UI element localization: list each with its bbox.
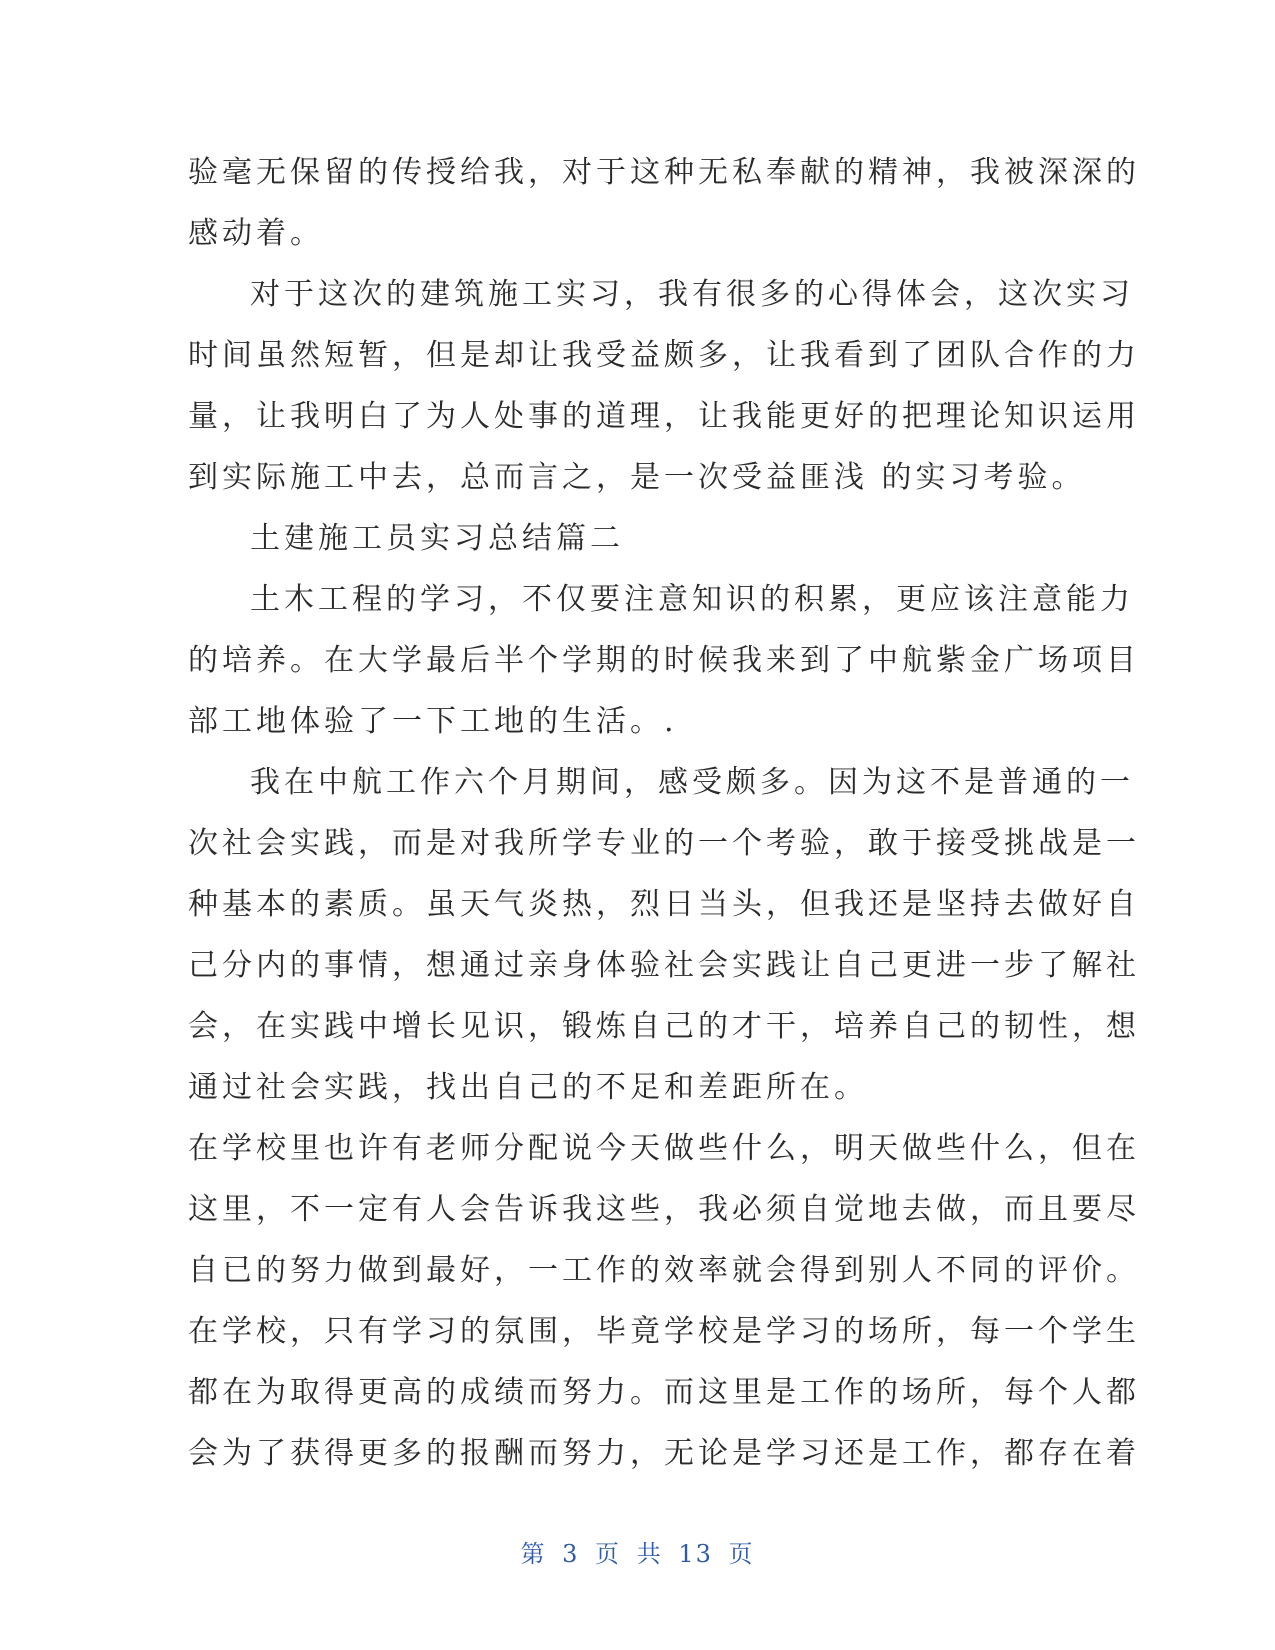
text-line: 会，在实践中增长见识，锻炼自己的才干，培养自己的韧性，想 xyxy=(188,1009,1140,1044)
footer-current-page: 3 xyxy=(562,1540,580,1568)
text-line: 会为了获得更多的报酬而努力，无论是学习还是工作，都存在着 xyxy=(188,1436,1140,1471)
page-number-footer xyxy=(0,1534,1275,1569)
text-line: 都在为取得更高的成绩而努力。而这里是工作的场所，每个人都 xyxy=(188,1375,1140,1410)
text-line: 种基本的素质。虽天气炎热，烈日当头，但我还是坚持去做好自 xyxy=(188,887,1140,922)
text-line: 对于这次的建筑施工实习，我有很多的心得体会，这次实习 xyxy=(250,277,1134,312)
text-line: 部工地体验了一下工地的生活。. xyxy=(188,704,678,739)
text-line: 土木工程的学习，不仅要注意知识的积累，更应该注意能力 xyxy=(250,582,1134,617)
text-line: 己分内的事情，想通过亲身体验社会实践让自己更进一步了解社 xyxy=(188,948,1140,983)
text-line: 通过社会实践，找出自己的不足和差距所在。 xyxy=(188,1070,868,1105)
text-line: 到实际施工中去，总而言之，是一次受益匪浅 的实习考验。 xyxy=(188,460,1086,495)
text-line: 自已的努力做到最好，一工作的效率就会得到别人不同的评价。 xyxy=(188,1253,1140,1288)
text-line: 我在中航工作六个月期间，感受颇多。因为这不是普通的一 xyxy=(250,765,1134,800)
footer-total-pages: 13 xyxy=(678,1540,713,1568)
footer-prefix: 第 xyxy=(520,1540,547,1568)
text-line: 量，让我明白了为人处事的道理，让我能更好的把理论知识运用 xyxy=(188,399,1140,434)
section-heading: 土建施工员实习总结篇二 xyxy=(250,521,624,556)
document-body xyxy=(188,142,1140,1484)
text-line: 在学校，只有学习的氛围，毕竟学校是学习的场所，每一个学生 xyxy=(188,1314,1140,1349)
footer-page-word: 页 xyxy=(595,1540,622,1568)
text-line: 的培养。在大学最后半个学期的时候我来到了中航紫金广场项目 xyxy=(188,643,1140,678)
footer-total-word: 共 xyxy=(636,1540,663,1568)
text-line: 在学校里也许有老师分配说今天做些什么，明天做些什么，但在 xyxy=(188,1131,1140,1166)
text-line: 时间虽然短暂，但是却让我受益颇多，让我看到了团队合作的力 xyxy=(188,338,1140,373)
footer-suffix: 页 xyxy=(728,1540,755,1568)
text-line: 这里，不一定有人会告诉我这些，我必须自觉地去做，而且要尽 xyxy=(188,1192,1140,1227)
text-line: 次社会实践，而是对我所学专业的一个考验，敢于接受挑战是一 xyxy=(188,826,1140,861)
text-line: 验毫无保留的传授给我，对于这种无私奉献的精神，我被深深的 xyxy=(188,155,1140,190)
text-line: 感动着。 xyxy=(188,216,324,251)
